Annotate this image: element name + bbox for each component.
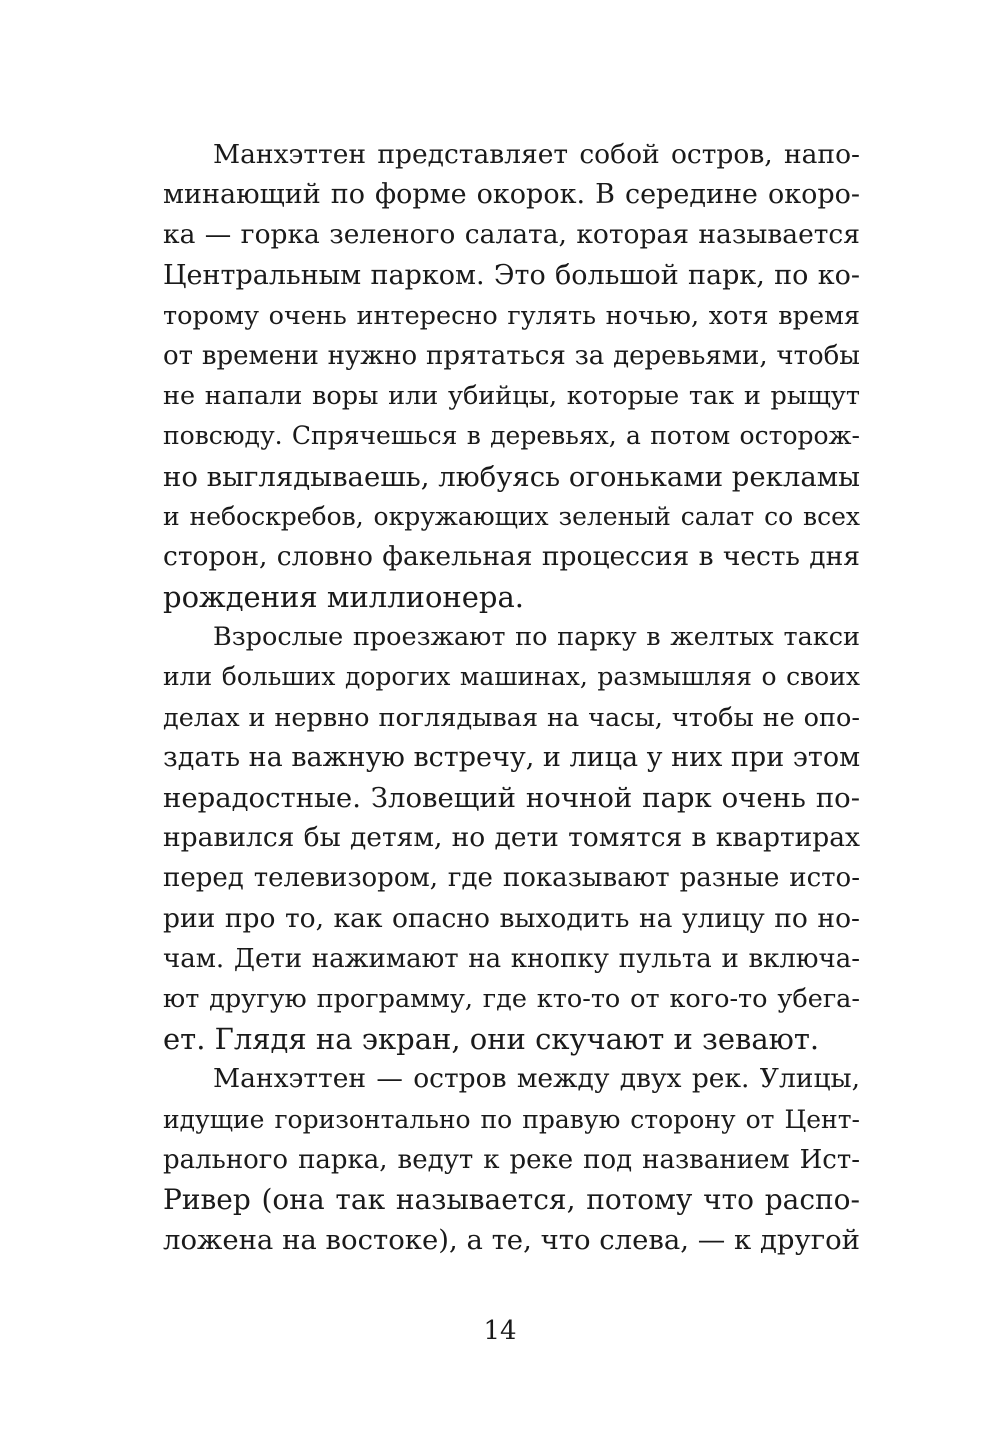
text-line: рального парка, ведут к реке под названием Ист- <box>163 1144 860 1175</box>
text-line: Центральным парком. Это большой парк, по ко- <box>163 259 860 291</box>
text-line: рождения миллионера. <box>163 580 524 615</box>
text-line: нравился бы детям, но дети томятся в квартирах <box>163 822 860 854</box>
text-line: и небоскребов, окружающих зеленый салат со всех <box>163 501 860 531</box>
text-line: ложена на востоке), а те, что слева, — к другой <box>163 1224 860 1257</box>
text-line: повсюду. Спрячешься в деревьях, а потом осторож- <box>163 421 860 451</box>
text-line: чам. Дети нажимают на кнопку пульта и включа- <box>163 943 860 974</box>
text-line: ка — горка зеленого салата, которая называется <box>163 219 860 251</box>
text-line: здать на важную встречу, и лица у них при этом <box>163 741 861 773</box>
text-line: но выглядываешь, любуясь огоньками рекламы <box>163 460 860 493</box>
text-line: ют другую программу, где кто-то от кого-то убега- <box>163 983 860 1014</box>
text-line: рии про то, как опасно выходить на улицу по но- <box>163 902 860 934</box>
text-line: ет. Глядя на экран, они скучают и зевают. <box>163 1022 820 1057</box>
text-line: Ривер (она так называется, потому что распо- <box>163 1182 860 1216</box>
text-line: минающий по форме окорок. В середине окоро- <box>163 179 860 211</box>
text-line: Манхэттен представляет собой остров, напо- <box>213 139 860 170</box>
text-line: Взрослые проезжают по парку в желтых такси <box>213 622 860 653</box>
text-line: идущие горизонтально по правую сторону от Цент- <box>163 1104 860 1134</box>
text-line: Манхэттен — остров между двух рек. Улицы, <box>213 1063 860 1095</box>
text-line: от времени нужно прятаться за деревьями, чтобы <box>163 340 860 371</box>
text-line: перед телевизором, где показывают разные исто- <box>163 863 860 894</box>
text-line: делах и нервно поглядывая на часы, чтобы не опо- <box>163 702 860 733</box>
text-line: торому очень интересно гулять ночью, хотя время <box>163 300 860 331</box>
text-line: не напали воры или убийцы, которые так и рыщут <box>163 381 860 412</box>
paragraph-2 <box>163 617 860 1059</box>
page-number: 14 <box>483 1316 517 1346</box>
text-line: или больших дорогих машинах, размышляя о своих <box>163 662 860 692</box>
text-line: сторон, словно факельная процессия в честь дня <box>163 540 860 572</box>
text-line: нерадостные. Зловещий ночной парк очень по- <box>163 782 860 814</box>
body-text <box>163 135 860 1260</box>
paragraph-1 <box>163 135 860 617</box>
paragraph-3 <box>163 1059 860 1260</box>
